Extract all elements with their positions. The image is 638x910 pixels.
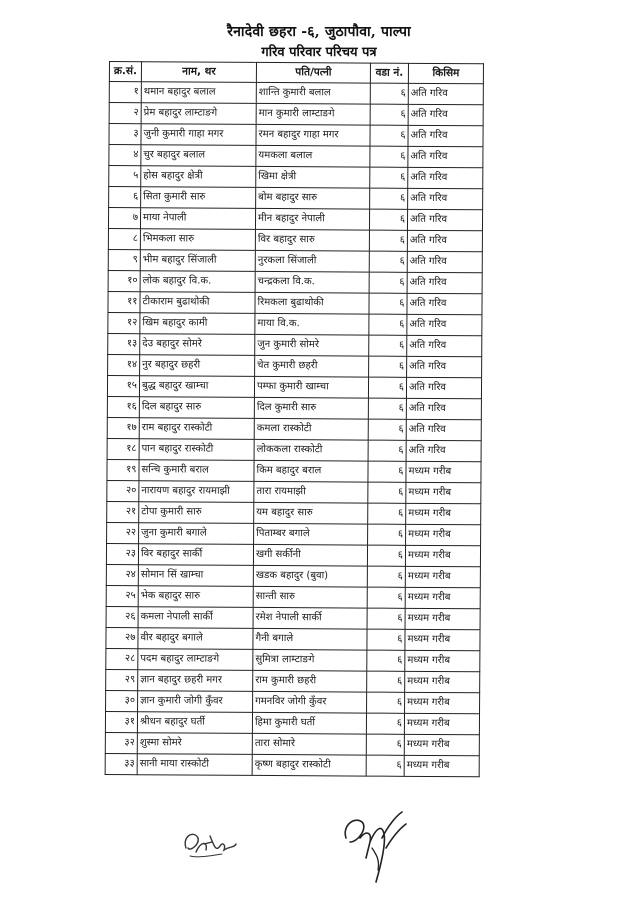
table-row	[106, 606, 480, 629]
ward-number: ६	[368, 398, 406, 419]
spouse-name: हिमा कुमारी घर्ती	[252, 712, 366, 734]
ward-number: ६	[366, 734, 404, 755]
poverty-category: अति गरिव	[408, 83, 483, 104]
table-row	[106, 669, 480, 692]
column-header-name: नाम, थर	[141, 62, 256, 83]
ward-number: ६	[368, 503, 406, 524]
row-serial-number: १०	[108, 270, 140, 291]
ward-number: ६	[367, 692, 405, 713]
poverty-category: मध्यम गरीब	[405, 692, 480, 713]
household-head-name: नारायण बहादुर रायमाझी	[139, 481, 254, 503]
ward-number: ६	[368, 419, 406, 440]
row-serial-number: १७	[107, 417, 139, 438]
table-row	[109, 124, 483, 147]
table-row	[107, 501, 481, 524]
table-row	[108, 291, 482, 314]
table-row	[108, 312, 482, 335]
row-serial-number: २	[109, 103, 141, 124]
household-head-name: राम बहादुर रास्कोटी	[139, 418, 254, 440]
spouse-name: कमला रास्कोटी	[254, 418, 368, 440]
spouse-name: सान्ती सारु	[253, 586, 367, 608]
row-serial-number: ३२	[105, 732, 137, 753]
row-serial-number: २०	[107, 480, 139, 501]
ward-number: ६	[369, 335, 407, 356]
ward-number: ६	[370, 146, 408, 167]
poverty-category: अति गरिव	[407, 356, 482, 377]
table-row	[106, 627, 480, 650]
spouse-name: जुन कुमारी सोमरे	[255, 334, 369, 356]
ward-number: ६	[367, 587, 405, 608]
spouse-name: मीन बहादुर नेपाली	[255, 208, 369, 230]
ward-number: ६	[368, 440, 406, 461]
row-serial-number: ३	[109, 124, 141, 145]
table-row	[109, 103, 483, 126]
table-body	[105, 82, 483, 777]
household-head-name: सानी माया रास्कोटी	[137, 754, 252, 776]
spouse-name: यम बहादुर सारु	[254, 502, 368, 524]
row-serial-number: १४	[108, 354, 140, 375]
spouse-name: चेत कुमारी छहरी	[255, 355, 369, 377]
ward-number: ६	[366, 713, 404, 734]
ward-number: ६	[369, 251, 407, 272]
poverty-category: मध्यम गरीब	[405, 587, 480, 608]
household-head-name: चुर बहादुर बलाल	[141, 145, 256, 167]
table-row	[108, 354, 482, 377]
poverty-category: मध्यम गरीब	[406, 482, 481, 503]
household-head-name: कमला नेपाली सार्की	[138, 607, 253, 629]
poverty-category: अति गरिव	[408, 188, 483, 209]
household-head-name: ज्ञान बहादुर छहरी मगर	[138, 670, 253, 692]
household-head-name: सिता कुमारी सारु	[141, 187, 256, 209]
spouse-name: नुरकला सिंजाली	[255, 250, 369, 272]
ward-number: ६	[370, 104, 408, 125]
household-head-name: भेक बहादुर सारु	[138, 586, 253, 608]
poverty-category: अति गरिव	[408, 104, 483, 125]
ward-number: ६	[366, 755, 404, 776]
signature-right	[336, 808, 412, 888]
column-header-category: किसिम	[408, 63, 483, 83]
row-serial-number: २७	[106, 627, 138, 648]
poverty-category: मध्यम गरीब	[404, 755, 479, 776]
ward-number: ६	[369, 230, 407, 251]
row-serial-number: ३०	[106, 690, 138, 711]
household-head-name: विर बहादुर सार्की	[138, 544, 253, 566]
household-head-name: टीकाराम बुढाथोकी	[140, 292, 255, 314]
household-head-name: लोक बहादुर वि.क.	[140, 271, 255, 293]
poverty-category: अति गरिव	[407, 314, 482, 335]
poverty-category: मध्यम गरीब	[406, 524, 481, 545]
spouse-name: खडक बहादुर (बुवा)	[253, 565, 367, 587]
spouse-name: कृष्ण बहादुर रास्कोटी	[252, 754, 366, 776]
spouse-name: खगी सर्कीनी	[253, 544, 367, 566]
ward-number: ६	[369, 293, 407, 314]
spouse-name: पिताम्बर बगाले	[254, 523, 368, 545]
column-header-spouse: पति/पत्नी	[256, 62, 370, 83]
household-head-name: टोपा कुमारी सारु	[139, 502, 254, 524]
table-row	[107, 522, 481, 545]
spouse-name: चन्द्रकला वि.क.	[255, 271, 369, 293]
poverty-category: अति गरिव	[408, 167, 483, 188]
document-subtitle: गरिव परिवार परिचय पत्र	[261, 45, 377, 60]
document-title: रैनादेवी छहरा -६, जुठापौवा, पाल्पा	[227, 24, 411, 40]
table-row	[106, 564, 480, 587]
ward-number: ६	[370, 167, 408, 188]
spouse-name: रमेश नेपाली सार्की	[253, 607, 367, 629]
poverty-category: अति गरिव	[407, 230, 482, 251]
spouse-name: मान कुमारी लाम्टाङगे	[256, 103, 370, 125]
household-head-name: जुनी कुमारी गाहा मगर	[141, 124, 256, 146]
ward-number: ६	[369, 272, 407, 293]
poverty-category: मध्यम गरीब	[404, 734, 479, 755]
table-row	[109, 145, 483, 168]
row-serial-number: ९	[108, 249, 140, 270]
row-serial-number: २८	[106, 648, 138, 669]
household-head-name: सन्चि कुमारी बराल	[139, 460, 254, 482]
column-header-serial: क्र.सं.	[109, 62, 141, 82]
poverty-category: अति गरिव	[408, 125, 483, 146]
ward-number: ६	[367, 545, 405, 566]
spouse-name: तारा रायमाझी	[254, 481, 368, 503]
row-serial-number: ८	[108, 228, 140, 249]
table-row	[108, 333, 482, 356]
row-serial-number: १६	[107, 396, 139, 417]
ward-number: ६	[368, 524, 406, 545]
poverty-category: मध्यम गरीब	[405, 629, 480, 650]
poverty-category: मध्यम गरीब	[405, 566, 480, 587]
household-head-name: जुना कुमारी बगाले	[139, 523, 254, 545]
ward-number: ६	[367, 671, 405, 692]
ward-number: ६	[369, 314, 407, 335]
poverty-category: अति गरिव	[407, 209, 482, 230]
poverty-category: अति गरिव	[407, 293, 482, 314]
row-serial-number: २९	[106, 669, 138, 690]
row-serial-number: २५	[106, 585, 138, 606]
spouse-name: रिमकला बुढाथोकी	[255, 292, 369, 314]
ward-number: ६	[370, 125, 408, 146]
spouse-name: दिल कुमारी सारु	[254, 397, 368, 419]
spouse-name: यमकला बलाल	[256, 145, 370, 167]
poverty-category: अति गरिव	[408, 146, 483, 167]
row-serial-number: ११	[108, 291, 140, 312]
table-row	[108, 270, 482, 293]
column-header-ward: वडा नं.	[370, 63, 408, 83]
ward-number: ६	[368, 461, 406, 482]
poverty-category: अति गरिव	[407, 272, 482, 293]
table-row	[109, 187, 483, 210]
row-serial-number: २६	[106, 606, 138, 627]
spouse-name: राम कुमारी छहरी	[253, 670, 367, 692]
poverty-category: मध्यम गरीब	[405, 608, 480, 629]
household-head-name: होस बहादुर क्षेत्री	[141, 166, 256, 188]
poverty-category: मध्यम गरीब	[406, 461, 481, 482]
ward-number: ६	[370, 188, 408, 209]
table-row	[107, 417, 481, 440]
household-head-name: बुद्ध बहादुर खाम्चा	[139, 376, 254, 398]
ward-number: ६	[369, 356, 407, 377]
household-head-name: दिल बहादुर सारु	[139, 397, 254, 419]
table-row	[106, 585, 480, 608]
row-serial-number: ३३	[105, 753, 137, 774]
ward-number: ६	[369, 209, 407, 230]
household-head-name: पदम बहादुर लाम्टाङगे	[138, 649, 253, 671]
ward-number: ६	[367, 566, 405, 587]
spouse-name: सुमित्रा लाम्टाङगे	[253, 649, 367, 671]
row-serial-number: १५	[107, 375, 139, 396]
household-head-name: नुर बहादुर छहरी	[140, 355, 255, 377]
table-row	[105, 732, 479, 755]
ward-number: ६	[368, 482, 406, 503]
table-row	[107, 459, 481, 482]
spouse-name: गैनी बगाले	[253, 628, 367, 650]
table-header-row	[109, 62, 483, 84]
table-row	[108, 208, 482, 231]
table-row	[105, 711, 479, 734]
table-row	[107, 480, 481, 503]
table-row	[106, 543, 480, 566]
row-serial-number: २१	[107, 501, 139, 522]
table-row	[109, 82, 483, 105]
row-serial-number: ६	[109, 187, 141, 208]
household-head-name: सोमान सिं खाम्चा	[138, 565, 253, 587]
table-row	[107, 396, 481, 419]
household-head-name: देउ बहादुर सोमरे	[140, 334, 255, 356]
spouse-name: शान्ति कुमारी बलाल	[256, 82, 370, 104]
spouse-name: किम बहादुर बराल	[254, 460, 368, 482]
household-head-name: शुस्मा सोमरे	[137, 733, 252, 755]
table-row	[105, 753, 479, 776]
row-serial-number: ५	[109, 166, 141, 187]
table-row	[106, 690, 480, 713]
row-serial-number: १८	[107, 438, 139, 459]
ward-number: ६	[370, 83, 408, 104]
table-row	[107, 438, 481, 461]
poverty-category: मध्यम गरीब	[406, 503, 481, 524]
row-serial-number: १	[109, 82, 141, 103]
poverty-category: अति गरिव	[406, 419, 481, 440]
row-serial-number: १९	[107, 459, 139, 480]
row-serial-number: २४	[106, 564, 138, 585]
spouse-name: पम्फा कुमारी खाम्चा	[254, 376, 368, 398]
table-row	[108, 228, 482, 251]
spouse-name: विर बहादुर सारु	[255, 229, 369, 251]
household-head-name: श्रीधन बहादुर घर्ती	[137, 712, 252, 734]
row-serial-number: २३	[106, 543, 138, 564]
poverty-category: मध्यम गरीब	[405, 671, 480, 692]
poverty-category: मध्यम गरीब	[405, 650, 480, 671]
table-row	[108, 249, 482, 272]
row-serial-number: १३	[108, 333, 140, 354]
household-head-name: पान बहादुर रास्कोटी	[139, 439, 254, 461]
table-row	[109, 166, 483, 189]
household-head-name: भीम बहादुर सिंजाली	[140, 250, 255, 272]
household-head-name: भिमकला सारु	[140, 229, 255, 251]
household-head-name: माया नेपाली	[140, 208, 255, 230]
ward-number: ६	[367, 629, 405, 650]
poverty-category: अति गरिव	[406, 398, 481, 419]
spouse-name: गमनविर जोगी कुँवर	[253, 691, 367, 713]
poverty-category: अति गरिव	[406, 377, 481, 398]
ward-number: ६	[368, 377, 406, 398]
table-row	[106, 648, 480, 671]
household-head-name: थमान बहादुर बलाल	[141, 82, 256, 104]
poverty-category: अति गरिव	[407, 335, 482, 356]
ward-number: ६	[367, 650, 405, 671]
spouse-name: खिमा क्षेत्री	[256, 166, 370, 188]
poverty-category: अति गरिव	[407, 251, 482, 272]
row-serial-number: ४	[109, 145, 141, 166]
household-register-table	[105, 61, 484, 777]
spouse-name: रमन बहादुर गाहा मगर	[256, 124, 370, 146]
poverty-category: अति गरिव	[406, 440, 481, 461]
poverty-category: मध्यम गरीब	[405, 545, 480, 566]
household-head-name: खिम बहादुर कामी	[140, 313, 255, 335]
spouse-name: माया वि.क.	[255, 313, 369, 335]
household-head-name: वीर बहादुर बगाले	[138, 628, 253, 650]
household-head-name: प्रेम बहादुर लाम्टाङगे	[141, 103, 256, 125]
ward-number: ६	[367, 608, 405, 629]
table-row	[107, 375, 481, 398]
household-head-name: ज्ञान कुमारी जोगी कुँवर	[138, 691, 253, 713]
signature-left	[178, 822, 240, 866]
row-serial-number: १२	[108, 312, 140, 333]
row-serial-number: ३१	[105, 711, 137, 732]
spouse-name: बोम बहादुर सारु	[256, 187, 370, 209]
spouse-name: तारा सोमारे	[252, 733, 366, 755]
row-serial-number: ७	[108, 208, 140, 229]
row-serial-number: २२	[107, 522, 139, 543]
spouse-name: लोककला रास्कोटी	[254, 439, 368, 461]
poverty-category: मध्यम गरीब	[404, 713, 479, 734]
